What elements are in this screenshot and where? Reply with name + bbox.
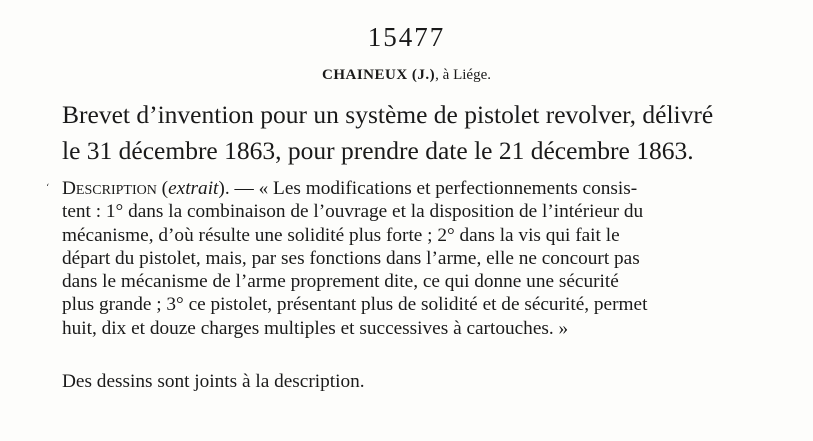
description-line-4: départ du pistolet, mais, par ses fonctions dans l’arme, elle ne concourt pas [62,247,640,269]
description-line-5: dans le mécanisme de l’arme proprement dite, ce qui donne une sécurité [62,271,619,293]
description-label: Description [62,178,157,199]
description-line-3: mécanisme, d’où résulte une solidité plus forte ; 2° dans la vis qui fait le [62,224,620,246]
patent-title [62,97,792,169]
description-line-1: Description (extrait). — « Les modifications et perfectionnements consis- [62,178,638,199]
drawings-note: Des dessins sont joints à la description. [62,371,365,392]
description-line-7: huit, dix et douze charges multiples et successives à cartouches. » [62,317,569,339]
description-line-2: tent : 1° dans la combinaison de l’ouvrage et la disposition de l’intérieur du [62,201,644,223]
margin-mark: ʻ [46,183,50,194]
description-first-line-rest: . — « Les modifications et perfectionnements consis- [224,178,638,199]
description-line-6: plus grande ; 3° ce pistolet, présentant plus de solidité et de sécurité, permet [62,294,648,316]
patentee-name: CHAINEUX (J.) [322,67,436,83]
patentee-line [0,66,813,84]
description-extract: extrait [168,178,219,199]
patent-number: 15477 [367,22,446,52]
title-line-1: Brevet d’invention pour un système de pistolet revolver, délivré [62,100,714,129]
patentee-location: , à Liége. [435,67,491,83]
description-paragraph [62,177,787,340]
title-line-2: le 31 décembre 1863, pour prendre date le 21 décembre 1863. [62,136,694,165]
